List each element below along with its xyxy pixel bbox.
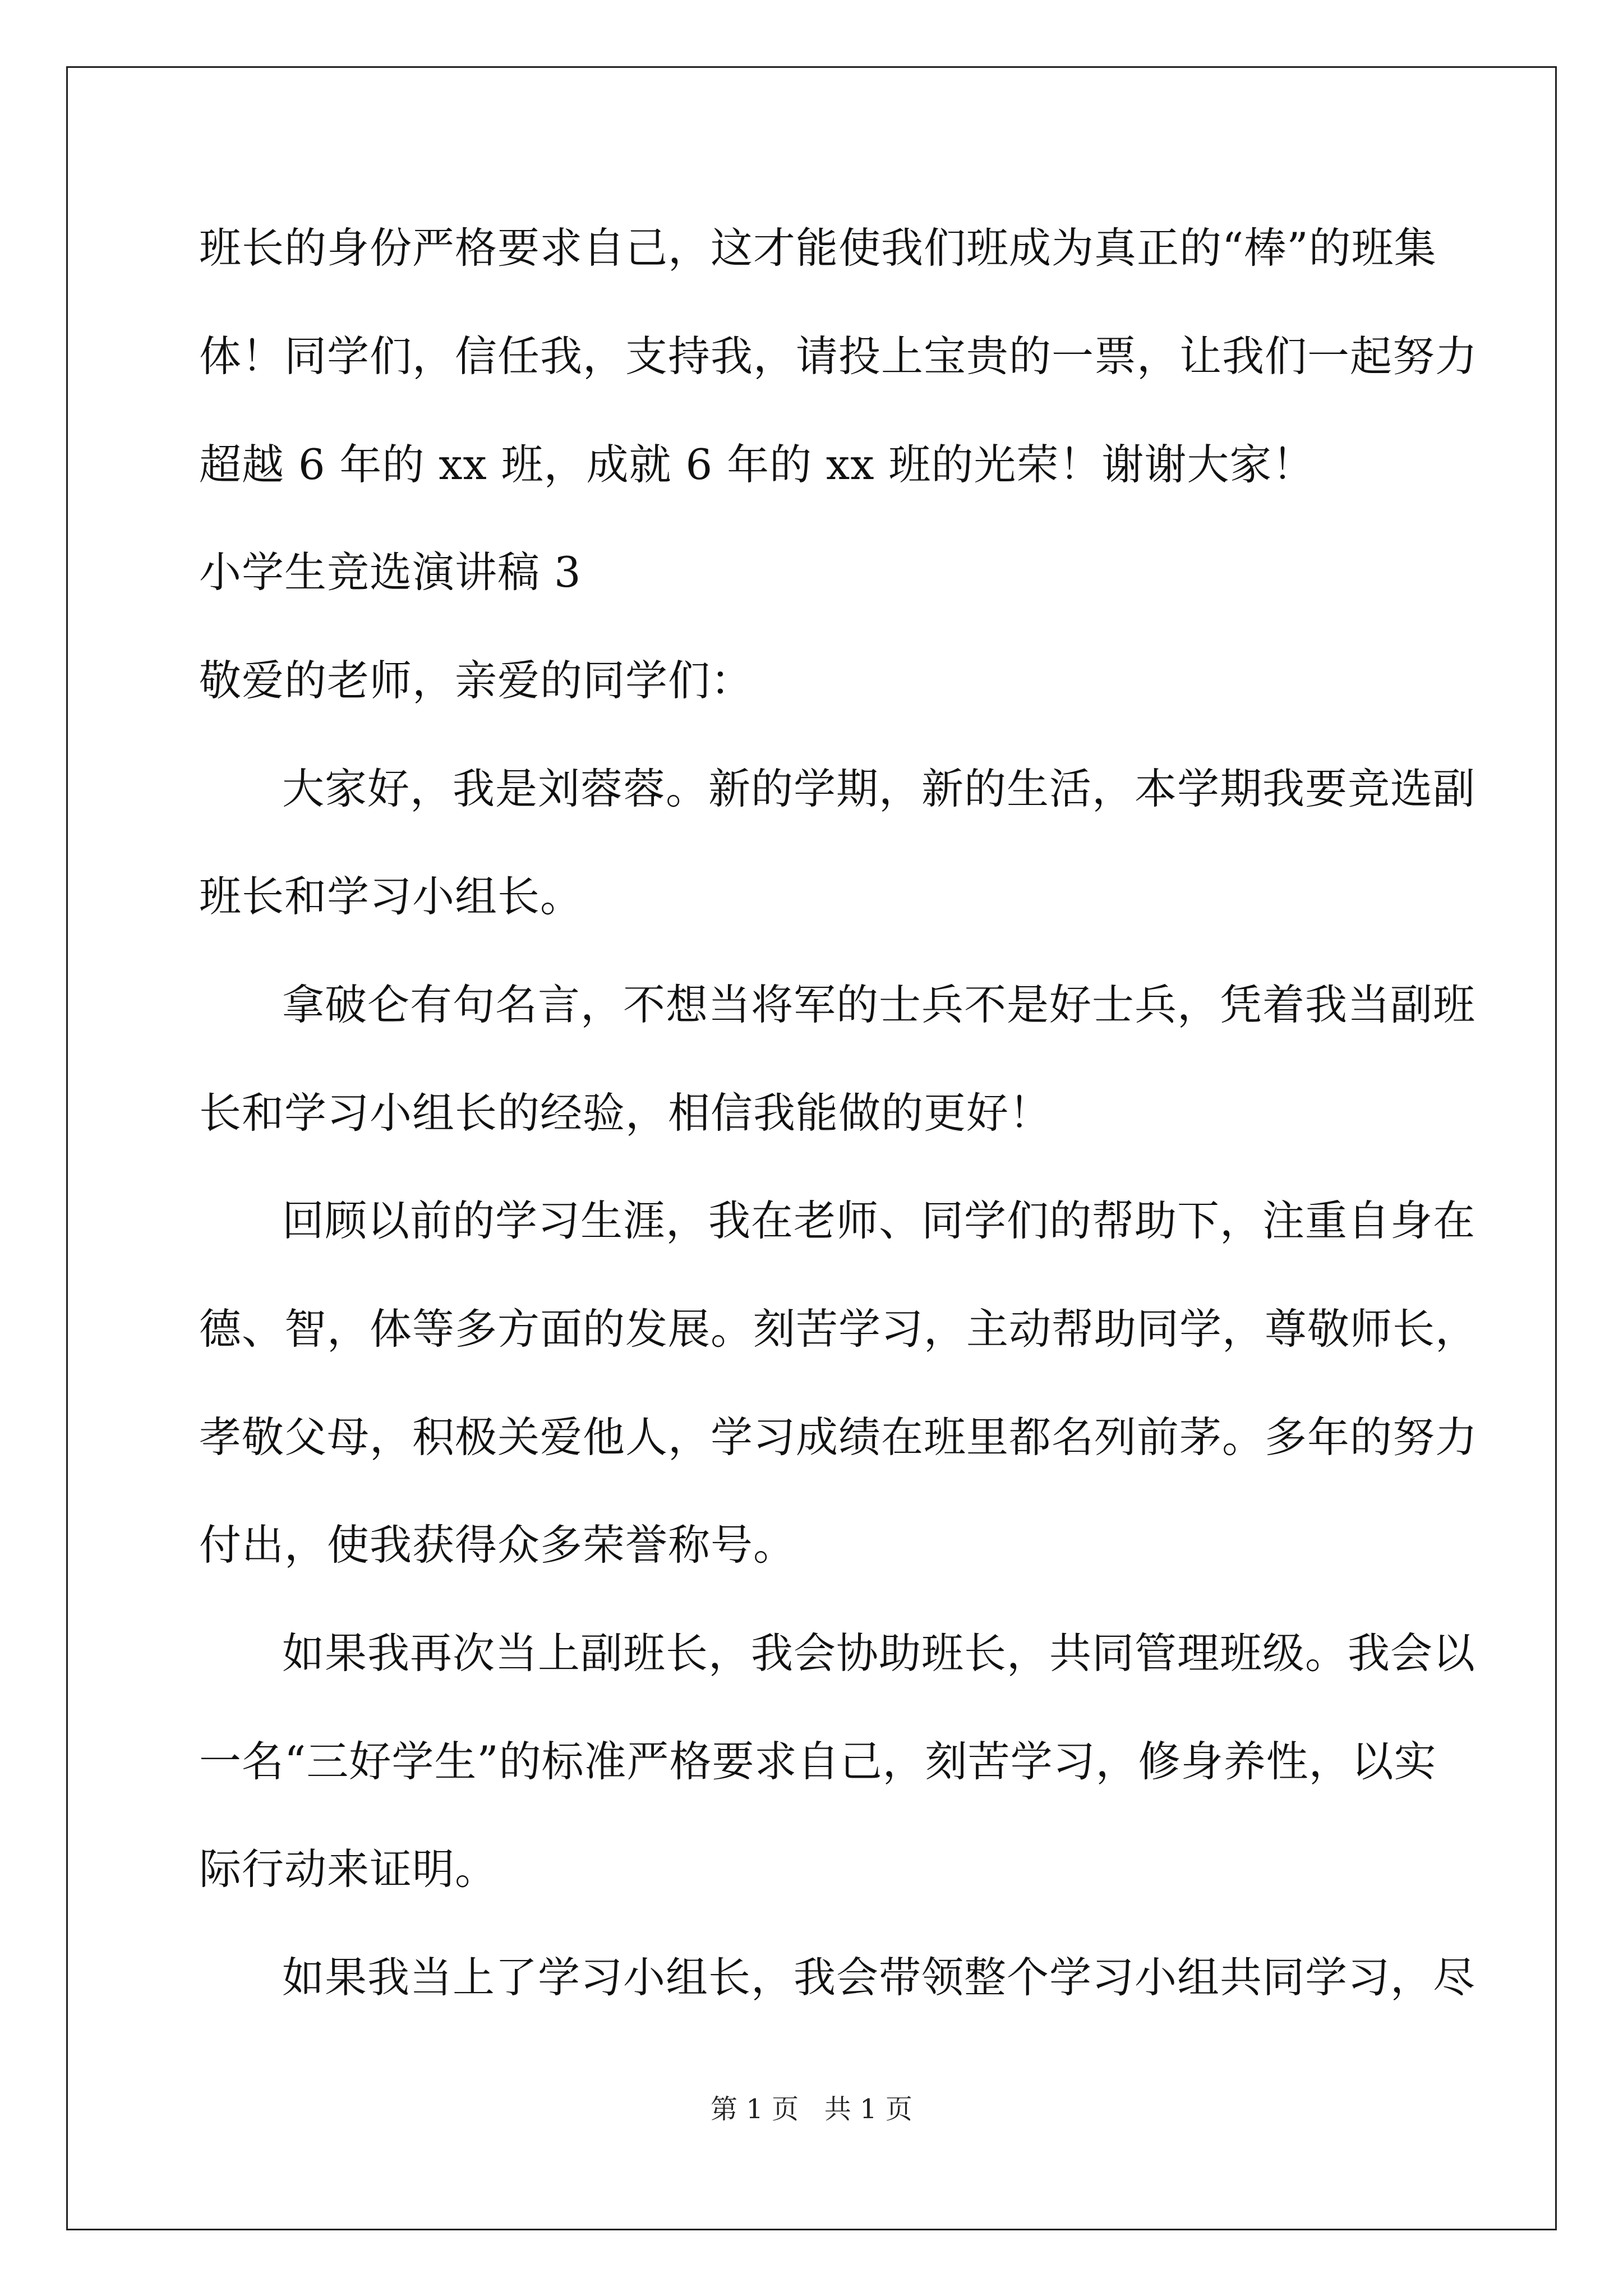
text-line: 孝敬父母，积极关爱他人，学习成绩在班里都名列前茅。多年的努力 [199,1412,1478,1462]
text-line: 回顾以前的学习生涯，我在老师、同学们的帮助下，注重自身在 [282,1196,1476,1245]
text-line: 付出，使我获得众多荣誉称号。 [199,1520,796,1570]
text-line: 拿破仑有句名言，不想当将军的士兵不是好士兵，凭着我当副班 [282,980,1476,1029]
text-line: 一名“三好学生”的标准严格要求自己，刻苦学习，修身养性，以实 [199,1737,1437,1786]
page-number-footer: 第 1 页 共 1 页 [711,2093,912,2125]
text-line: 超越 6 年的 xx 班，成就 6 年的 xx 班的光荣！谢谢大家！ [199,440,1315,489]
page-border [66,66,1557,2230]
section-heading: 小学生竞选演讲稿 3 [199,547,582,597]
text-line: 际行动来证明。 [199,1844,498,1894]
text-line: 如果我再次当上副班长，我会协助班长，共同管理班级。我会以 [282,1628,1476,1678]
text-line: 大家好，我是刘蓉蓉。新的学期，新的生活，本学期我要竞选副 [282,764,1476,813]
text-line: 长和学习小组长的经验，相信我能做的更好！ [199,1088,1052,1138]
text-line: 班长和学习小组长。 [199,872,583,921]
salutation: 敬爱的老师，亲爱的同学们： [199,656,754,705]
text-line: 如果我当上了学习小组长，我会带领整个学习小组共同学习，尽 [282,1953,1476,2002]
text-line: 班长的身份严格要求自己，这才能使我们班成为真正的“棒”的班集 [199,223,1437,273]
text-line: 德、智，体等多方面的发展。刻苦学习，主动帮助同学，尊敬师长， [199,1304,1478,1354]
text-line: 体！同学们，信任我，支持我，请投上宝贵的一票，让我们一起努力 [199,332,1478,381]
